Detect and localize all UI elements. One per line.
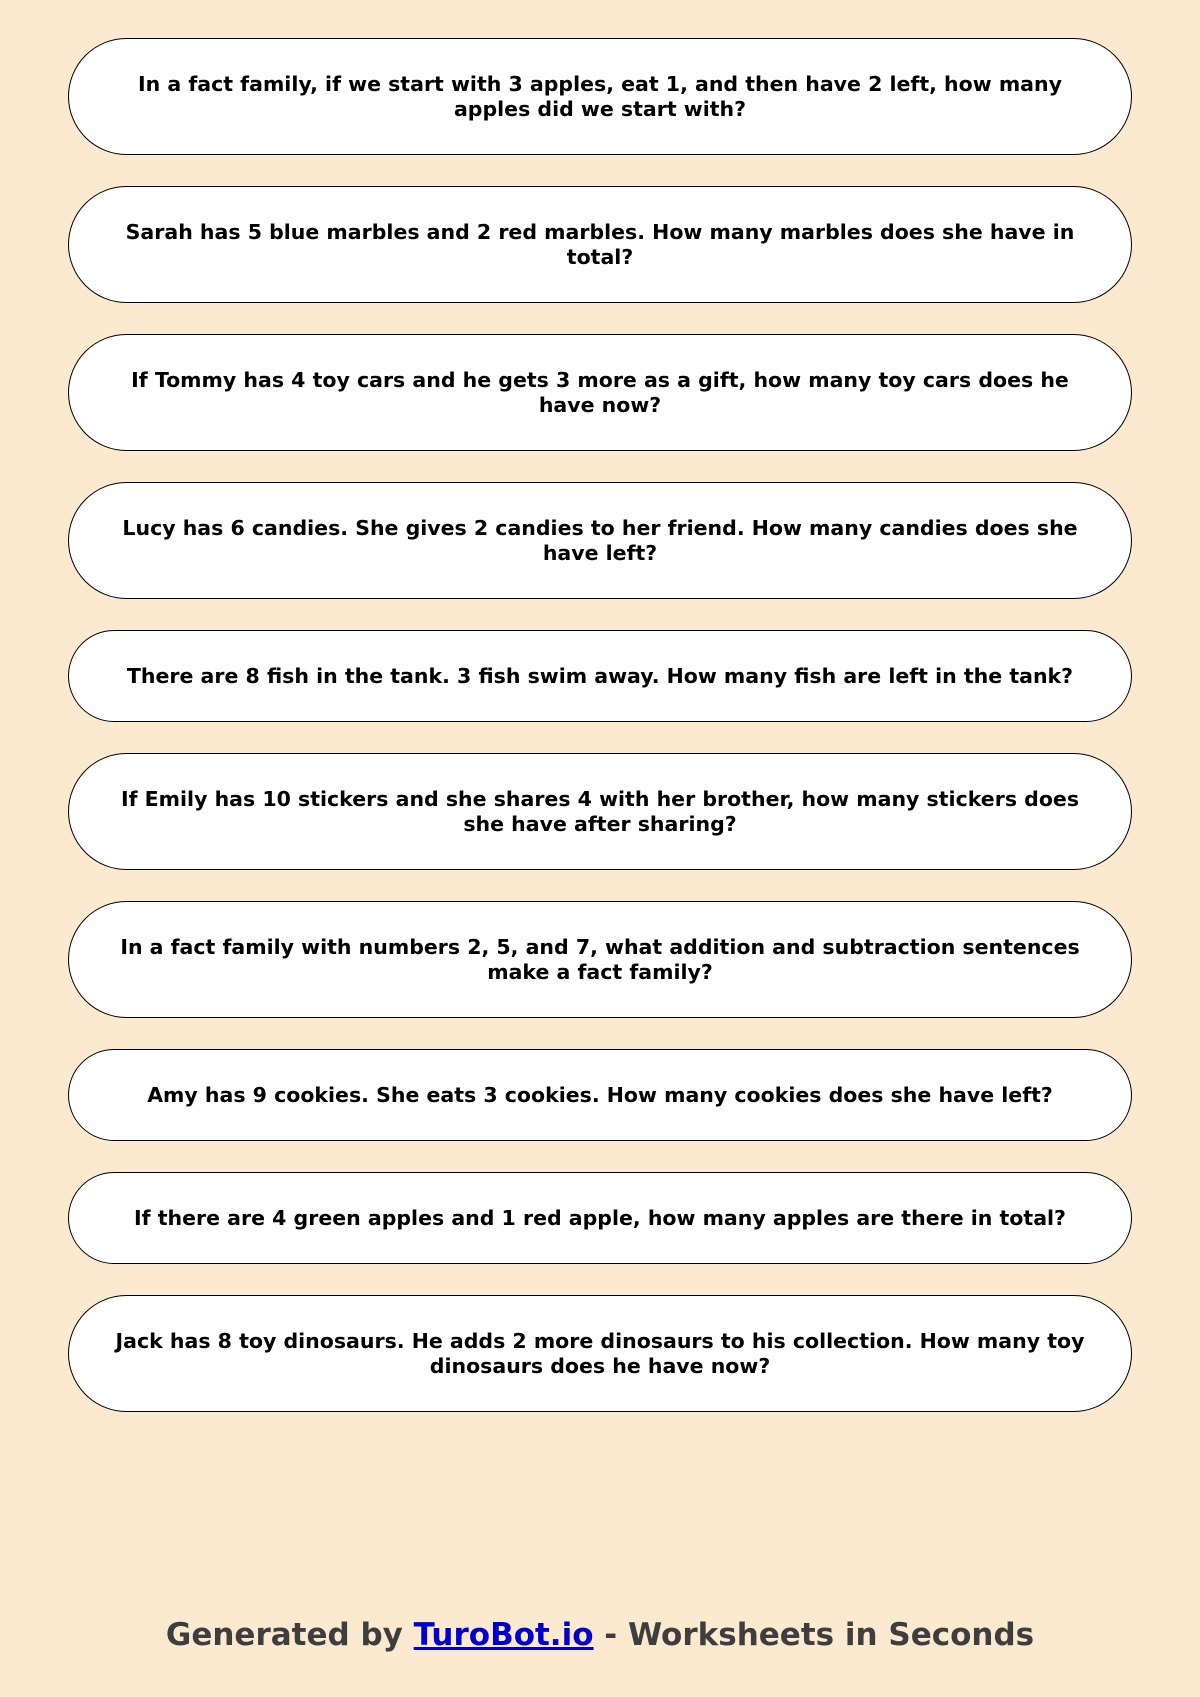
turobot-link[interactable]: TuroBot.io xyxy=(413,1617,594,1653)
question-box-7: In a fact family with numbers 2, 5, and 7, what addition and subtraction sentences make a fact family? xyxy=(68,901,1132,1018)
question-box-4: Lucy has 6 candies. She gives 2 candies to her friend. How many candies does she have left? xyxy=(68,482,1132,599)
question-box-8: Amy has 9 cookies. She eats 3 cookies. How many cookies does she have left? xyxy=(68,1049,1132,1141)
question-list xyxy=(68,38,1132,1412)
footer-credit xyxy=(0,1617,1200,1653)
footer-prefix: Generated by xyxy=(165,1617,414,1653)
question-box-3: If Tommy has 4 toy cars and he gets 3 more as a gift, how many toy cars does he have now? xyxy=(68,334,1132,451)
question-box-9: If there are 4 green apples and 1 red apple, how many apples are there in total? xyxy=(68,1172,1132,1264)
question-box-2: Sarah has 5 blue marbles and 2 red marbles. How many marbles does she have in total? xyxy=(68,186,1132,303)
question-box-5: There are 8 fish in the tank. 3 fish swim away. How many fish are left in the tank? xyxy=(68,630,1132,722)
question-box-6: If Emily has 10 stickers and she shares 4 with her brother, how many stickers does she have after sharing? xyxy=(68,753,1132,870)
question-box-1: In a fact family, if we start with 3 apples, eat 1, and then have 2 left, how many apples did we start with? xyxy=(68,38,1132,155)
question-box-10: Jack has 8 toy dinosaurs. He adds 2 more dinosaurs to his collection. How many toy dinosaurs does he have now? xyxy=(68,1295,1132,1412)
footer-suffix: - Worksheets in Seconds xyxy=(593,1617,1035,1653)
